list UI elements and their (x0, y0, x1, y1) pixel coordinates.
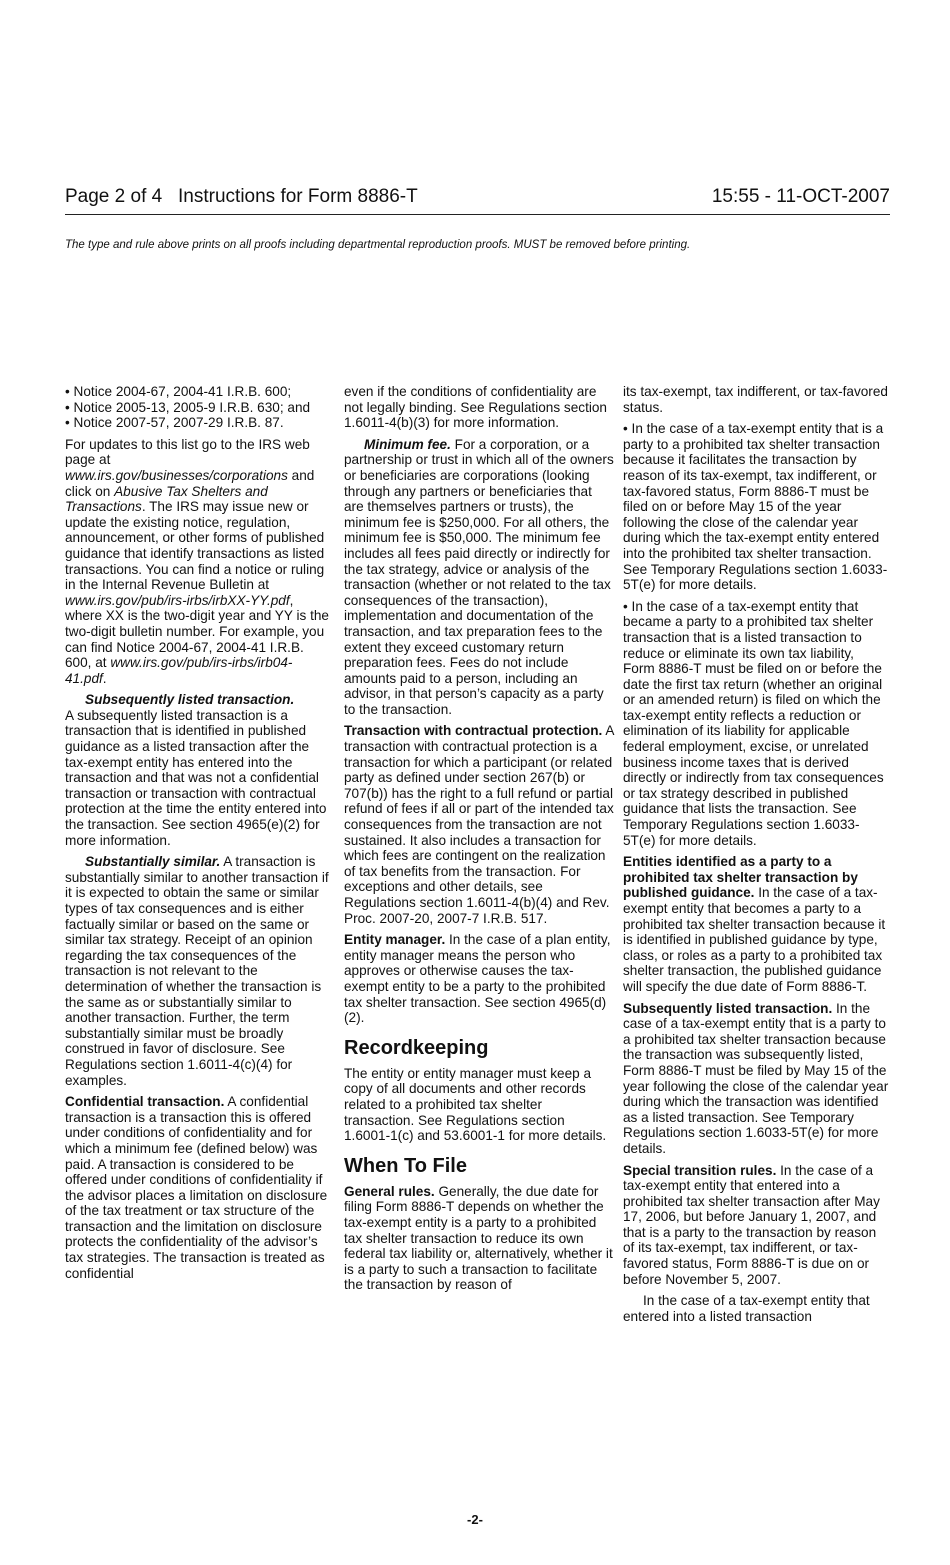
entities-identified-heading: Entities identified as a party to a prohibited tax shelter transaction by published guidance. (623, 854, 858, 901)
bullet-facilitating-entity: • In the case of a tax-exempt entity that is a party to a prohibited tax shelter transaction because it facilitates the transaction by reason of its tax-exempt, tax indifferent, or tax-favored status, Form 8886-T must be filed on or before May 15 of the year following the close of the calendar year during which the tax-exempt entity entered into the prohibited tax shelter transaction. See Temporary Regulations section 1.6033-5T(e) for more details. (623, 421, 888, 593)
updates-paragraph: For updates to this list go to the IRS web page at www.irs.gov/businesses/corporations and click on Abusive Tax Shelters and Transactions. The IRS may issue new or update the existing notice, regulation, announcement, or other forms of published guidance that identify transactions as listed transactions. You can find a notice or ruling in the Internal Revenue Bulletin at www.irs.gov/pub/irs-irbs/irbXX-YY.pdf, where XX is the two-digit year and YY is the two-digit bulletin number. For example, you can find Notice 2004-67, 2004-41 I.R.B. 600, at www.irs.gov/pub/irs-irbs/irb04-41.pdf. (65, 436, 329, 686)
irb-example-link[interactable]: www.irs.gov/pub/irs-irbs/irb04-41.pdf (65, 655, 293, 686)
page-number: -2- (467, 1512, 483, 1527)
subsequently-listed-body: A subsequently listed transaction is a transaction that is identified in published guidance as a listed transaction after the tax-exempt entity has entered into the transaction and that was not a confidential transaction or transaction with contractual protection at the time the entity entered into the transaction. See section 4965(e)(2) for more information. (65, 707, 327, 848)
proof-note: The type and rule above prints on all proofs including departmental reproduction proofs. MUST be removed before printing. (65, 239, 691, 251)
abusive-tax-shelters-link[interactable]: Abusive Tax Shelters and Transactions (65, 483, 268, 515)
bullet-notice-2004-67: • Notice 2004-67, 2004-41 I.R.B. 600; (65, 384, 292, 399)
special-transition-paragraph: Special transition rules. In the case of a tax-exempt entity that entered into a prohibited tax shelter transaction after May 17, 2006, but before January 1, 2007, and that is a party to the transaction by reason of its tax-exempt, tax indifferent, or tax-favored status, Form 8886-T is due on or before November 5, 2007. (623, 1162, 880, 1287)
irs-url-link[interactable]: www.irs.gov/businesses/corporations (65, 467, 288, 483)
subsequently-listed-due-heading: Subsequently listed transaction. (623, 1000, 833, 1016)
subsequently-listed-due-paragraph: Subsequently listed transaction. In the case of a tax-exempt entity that is a party to a prohibited tax shelter transaction because the transaction was subsequently listed, Form 8886-T must be filed by May 15 of the year following the close of the calendar year during which the transaction was identified as a listed transaction. See Temporary Regulations section 1.6033-5T(e) for more details. (623, 1000, 889, 1156)
header-rule (65, 214, 890, 215)
bullet-notice-2005-13: • Notice 2005-13, 2005-9 I.R.B. 630; and (65, 399, 311, 415)
general-rules-paragraph: General rules. Generally, the due date for filing Form 8886-T depends on whether the tax-exempt entity is a party to a prohibited tax shelter transaction to reduce its own federal tax liability or, alternatively, whether it is a party to such a transaction to facilitate the transaction by reason of (344, 1183, 613, 1293)
running-header (65, 186, 890, 212)
recordkeeping-title: Recordkeeping (344, 1036, 489, 1059)
header-left: Page 2 of 4 Instructions for Form 8886-T (65, 186, 418, 207)
recordkeeping-body: The entity or entity manager must keep a copy of all documents and other records related to a prohibited tax shelter transaction. See Regulations section 1.6001-1(c) and 53.6001-1 for more details. (344, 1065, 607, 1144)
contractual-protection-paragraph: Transaction with contractual protection. A transaction with contractual protection is a transaction for which a participant (or related party as defined under section 267(b) or 707(b)) has the right to a full refund or partial refund of fees if all or part of the intended tax consequences from the transaction are not sustained. It also includes a transaction for which fees are contingent on the realization of tax benefits from the transaction. For exceptions and other details, see Regulations section 1.6011-4(b)(4) and Rev. Proc. 2007-20, 2007-7 I.R.B. 517. (344, 723, 614, 926)
listed-transaction-continued: In the case of a tax-exempt entity that entered into a listed transaction (623, 1293, 870, 1324)
entity-manager-paragraph: Entity manager. In the case of a plan entity, entity manager means the person who approves or otherwise causes the tax-exempt entity to be a party to the prohibited tax shelter transaction. See section 4965(d)(2). (344, 932, 611, 1026)
minimum-fee-heading: Minimum fee. (364, 436, 451, 452)
status-continued: its tax-exempt, tax indifferent, or tax-favored status. (623, 384, 888, 415)
column-2 (344, 384, 614, 1299)
header-right: 15:55 - 11-OCT-2007 (711, 186, 890, 207)
column-1 (65, 384, 333, 1287)
general-rules-heading: General rules. (344, 1183, 435, 1199)
confidential-transaction-paragraph: Confidential transaction. A confidential transaction is a transaction this is offered under conditions of confidentiality and for which a minimum fee (defined below) was paid. A transaction is considered to be offered under conditions of confidentiality if the advisor places a limitation on disclosure of the tax treatment or tax structure of the transaction and the limitation on disclosure protects the confidentiality of the advisor’s tax strategies. The transaction is treated as confidential (65, 1094, 328, 1281)
when-to-file-title: When To File (344, 1154, 467, 1177)
special-transition-heading: Special transition rules. (623, 1162, 777, 1178)
entity-manager-heading: Entity manager. (344, 932, 446, 948)
irb-url-link[interactable]: www.irs.gov/pub/irs-irbs/irbXX-YY.pdf (65, 592, 290, 608)
subsequently-listed-heading: Subsequently listed transaction. (85, 692, 295, 708)
substantially-similar-paragraph: Substantially similar. A transaction is substantially similar to another transaction if it is expected to obtain the same or similar types of tax consequences and is either factually similar or based on the same or similar tax strategy. Receipt of an opinion regarding the tax consequences of the transaction is not relevant to the determination of whether the transaction is the same as or substantially similar to another transaction. Further, the term substantially similar must be broadly construed in favor of disclosure. See Regulations section 1.6011-4(c)(4) for examples. (65, 854, 329, 1088)
bullet-listed-transaction-entity: • In the case of a tax-exempt entity that became a party to a prohibited tax shelter transaction that is a listed transaction to reduce or eliminate its own tax liability, Form 8886-T must be filed on or before the date the first tax return (whether an original or an amended return) is filed on which the tax-exempt entity reflects a reduction or elimination of its liability for applicable federal employment, excise, or unrelated business income taxes that is derived directly or indirectly from tax consequences or tax strategy described in published guidance that lists the transaction. See Temporary Regulations section 1.6033-5T(e) for more details. (623, 598, 884, 848)
confidentiality-continued: even if the conditions of confidentiality are not legally binding. See Regulations section 1.6011-4(b)(3) for more information. (344, 384, 607, 431)
entities-identified-paragraph: Entities identified as a party to a prohibited tax shelter transaction by published guidance. In the case of a tax-exempt entity that becomes a party to a prohibited tax shelter transaction because it is identified in published guidance by type, class, or roles as a party to a prohibited tax shelter transaction, the published guidance will specify the due date of Form 8886-T. (623, 854, 886, 994)
column-3 (623, 384, 889, 1330)
contractual-protection-heading: Transaction with contractual protection. (344, 723, 603, 739)
confidential-transaction-heading: Confidential transaction. (65, 1094, 225, 1110)
substantially-similar-heading: Substantially similar. (85, 854, 221, 870)
bullet-notice-2007-57: • Notice 2007-57, 2007-29 I.R.B. 87. (65, 415, 284, 431)
minimum-fee-paragraph: Minimum fee. For a corporation, or a partnership or trust in which all of the owners or beneficiaries are corporations (looking through any partners or beneficiaries that are themselves partners or trusts), the minimum fee is $250,000. For all others, the minimum fee is $50,000. The minimum fee includes all fees paid directly or indirectly for the tax strategy, advice or analysis of the transaction (whether or not related to the tax consequences of the transaction), implementation and documentation of the transaction, and tax preparation fees to the extent they exceed customary return preparation fees. Fees do not include amounts paid to a person, including an advisor, in that person’s capacity as a party to the transaction. (344, 436, 614, 717)
